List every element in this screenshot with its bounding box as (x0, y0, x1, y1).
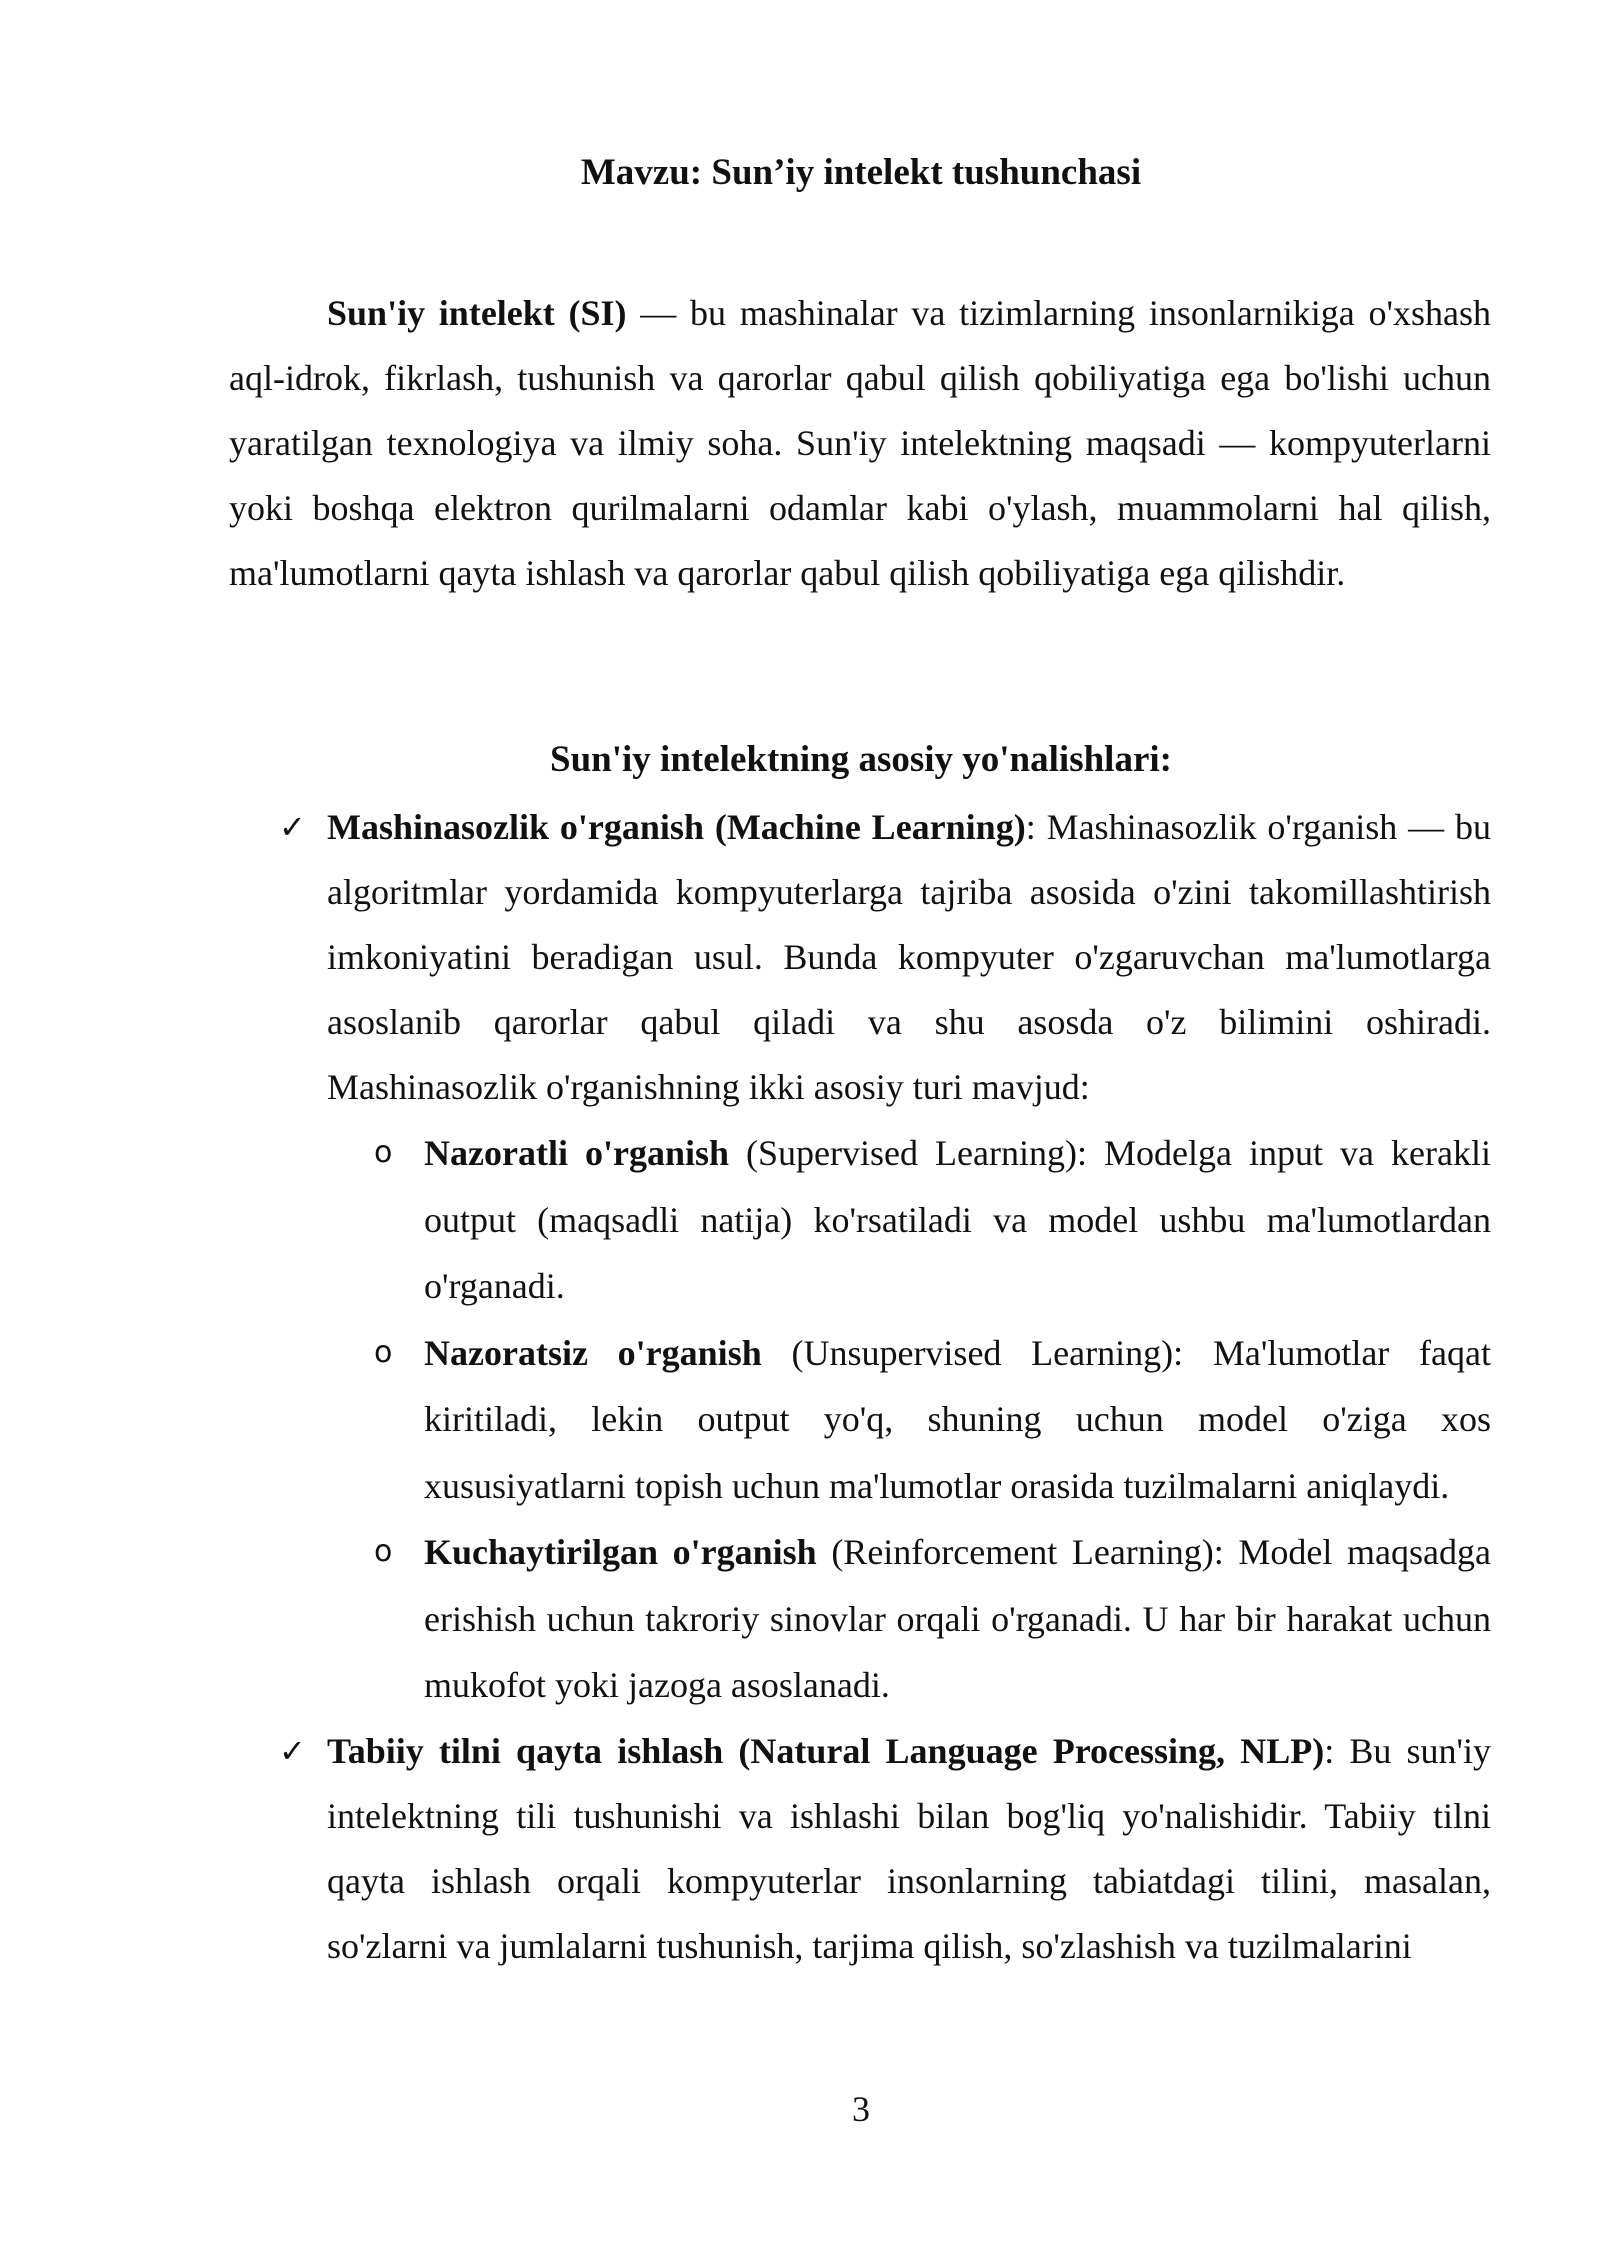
list-item-text: : Mashinasozlik o'rganish — bu algoritmlar yordamida kompyuterlarga tajriba asosida o'zini takomillashtirish imkoniyatini beradigan usul. Bunda kompyuter o'zgaruvchan ma'lumotlarga asoslanib qarorlar qabul qiladi va shu asosda o'z bilimini oshiradi. Mashinasozlik o'rganishning ikki asosiy turi mavjud: (327, 807, 1491, 1107)
page-number: 3 (852, 2089, 870, 2129)
page-title: Mavzu: Sun’iy intelekt tushunchasi (580, 152, 1142, 193)
list-item (229, 795, 1491, 1719)
sub-list-item (327, 1320, 1491, 1520)
sub-item-text: (Unsupervised Learning): Ma'lumotlar faqat kiritiladi, lekin output yo'q, shuning uchun model o'ziga xos xususiyatlarni topish uchun ma'lumotlar orasida tuzilmalarni aniqlaydi. (424, 1332, 1491, 1506)
sub-list-item (327, 1120, 1491, 1320)
sub-item-text: (Reinforcement Learning): Model maqsadga erishish uchun takroriy sinovlar orqali o'rganadi. U har bir harakat uchun mukofot yoki jazoga asoslanadi. (424, 1532, 1491, 1705)
list-item (229, 1719, 1491, 1979)
list-item-title: Tabiiy tilni qayta ishlash (Natural Language Processing, NLP) (327, 1730, 1325, 1771)
circle-bullet-icon: o (374, 1534, 393, 1569)
list-item-text: : Bu sun'iy intelektning tili tushunishi va ishlashi bilan bog'liq yo'nalishidir. Tabiiy tilni qayta ishlash orqali kompyuterlar insonlarning tabiatdagi tilini, masalan, so'zlarni va jumlalarni tushunish, tarjima qilish, so'zlashish va tuzilmalarini (327, 1730, 1491, 1966)
sub-item-title: Kuchaytirilgan o'rganish (424, 1532, 817, 1572)
sub-list-item (327, 1519, 1491, 1719)
sub-item-title: Nazoratsiz o'rganish (424, 1332, 762, 1373)
intro-term: Sun'iy intelekt (SI) (327, 293, 627, 333)
intro-text: — bu mashinalar va tizimlarning insonlarnikiga o'xshash aql-idrok, fikrlash, tushunish va qarorlar qabul qilish qobiliyatiga ega bo'lishi uchun yaratilgan texnologiya va ilmiy soha. Sun'iy intelektning maqsadi — kompyuterlarni yoki boshqa elektron qurilmalarni odamlar kabi o'ylash, muammolarni hal qilish, ma'lumotlarni qayta ishlash va qarorlar qabul qilish qobiliyatiga ega qilishdir. (229, 293, 1491, 593)
check-mark-icon: ✓ (279, 1731, 306, 1770)
list-item-title: Mashinasozlik o'rganish (Machine Learning) (327, 807, 1026, 847)
sub-item-text: (Supervised Learning): Modelga input va kerakli output (maqsadli natija) ko'rsatiladi va model ushbu ma'lumotlardan o'rganadi. (424, 1133, 1491, 1306)
check-mark-icon: ✓ (279, 808, 306, 846)
circle-bullet-icon: o (374, 1334, 393, 1370)
sub-item-title: Nazoratli o'rganish (424, 1133, 730, 1173)
sub-list (327, 1120, 1491, 1719)
section-heading: Sun'iy intelektning asosiy yo'nalishlari: (550, 739, 1172, 780)
intro-paragraph (229, 281, 1491, 606)
circle-bullet-icon: o (374, 1135, 393, 1170)
directions-list (229, 795, 1491, 1979)
